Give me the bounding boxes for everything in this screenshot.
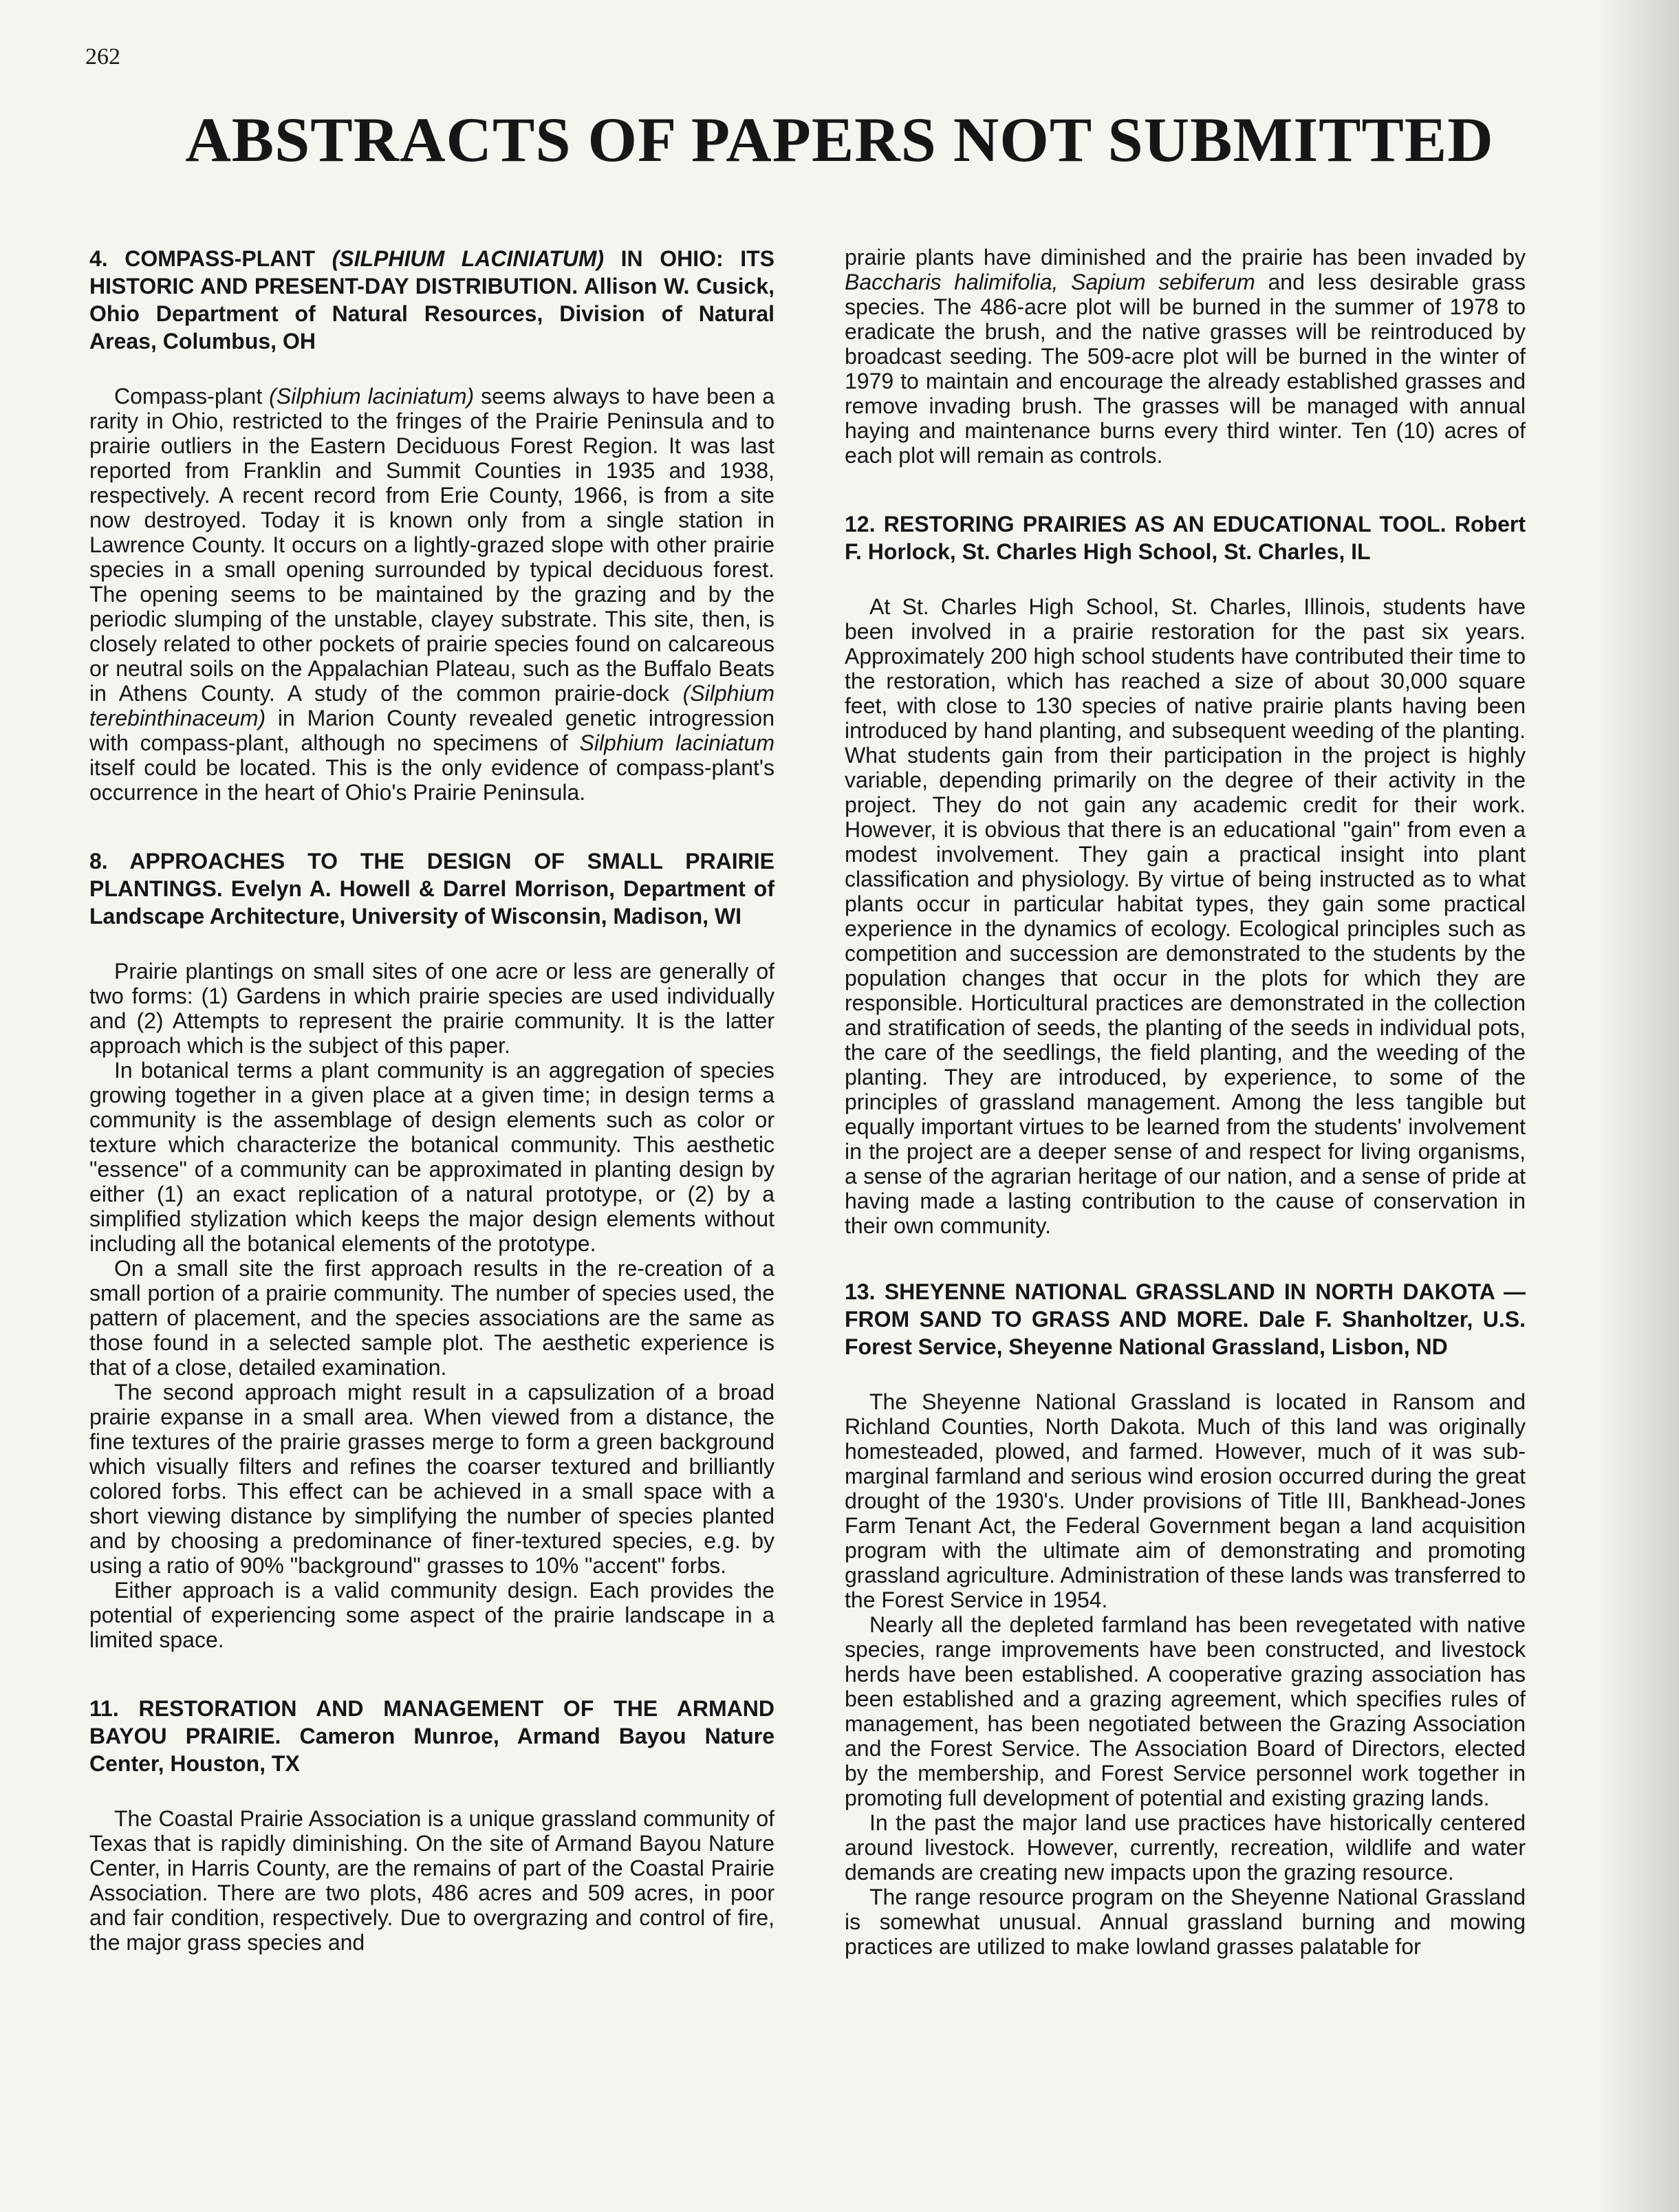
page-number: 262	[85, 44, 120, 69]
abstract-11-cont-species: Baccharis halimifolia, Sapium sebiferum	[845, 270, 1255, 294]
abstract-11-paragraph-1: The Coastal Prairie Association is a unique grassland community of Texas that is rapidly diminishing. On the site of Armand Bayou Nature Center, in Harris County, are the remains of part of the Coastal Prairie Association. There are two plots, 486 acres and 509 acres, in poor and fair condition, respectively. Due to overgrazing and control of fire, the major grass species and	[89, 1806, 774, 1955]
abstract-8-paragraph-4: The second approach might result in a capsulization of a broad prairie expanse in a small area. When viewed from a distance, the fine textures of the prairie grasses merge to form a green background which visually filters and refines the coarser textured and brilliantly colored forbs. This effect can be achieved in a small space with a short viewing distance by simplifying the number of species planted and by choosing a predominance of finer-textured species, e.g. by using a ratio of 90% "background" grasses to 10% "accent" forbs.	[89, 1380, 774, 1578]
abstract-11-cont-text-1: prairie plants have diminished and the prairie has been invaded by	[845, 245, 1526, 270]
page-title: ABSTRACTS OF PAPERS NOT SUBMITTED	[185, 105, 1494, 175]
abstract-13-paragraph-2: Nearly all the depleted farmland has been revegetated with native species, range improvements have been constructed, and livestock herds have been established. A cooperative grazing association has been established and a grazing agreement, which specifies rules of management, has been negotiated between the Grazing Association and the Forest Service. The Association Board of Directors, elected by the membership, and Forest Service personnel work together in promoting full development of potential and existing grazing lands.	[845, 1612, 1526, 1810]
abstract-4-heading	[89, 245, 774, 355]
abstract-11-heading: 11. RESTORATION AND MANAGEMENT OF THE ARMAND BAYOU PRAIRIE. Cameron Munroe, Armand Bayou Nature Center, Houston, TX	[89, 1696, 774, 1776]
section-gap	[845, 1238, 1526, 1278]
abstract-8	[89, 847, 774, 1652]
abstract-12	[845, 510, 1526, 1238]
abstract-4-species-3: Silphium laciniatum	[579, 730, 775, 755]
section-gap	[845, 468, 1526, 510]
abstract-4-species-2: (Silphium terebinthinaceum)	[89, 681, 774, 730]
abstract-13	[845, 1278, 1526, 1959]
abstract-8-heading: 8. APPROACHES TO THE DESIGN OF SMALL PRAIRIE PLANTINGS. Evelyn A. Howell & Darrel Morrison, Department of Landscape Architecture, University of Wisconsin, Madison, WI	[89, 849, 774, 929]
abstract-4-text-2: seems always to have been a rarity in Ohio, restricted to the fringes of the Prairie Peninsula and to prairie outliers in the Eastern Deciduous Forest Region. It was last reported from Franklin and Summit Counties in 1935 and 1938, respectively. A recent record from Erie County, 1966, is from a site now destroyed. Today it is known only from a single station in Lawrence County. It occurs on a lightly-grazed slope with other prairie species in a small opening surrounded by typical deciduous forest. The opening seems to be maintained by the grazing and by the periodic slumping of the unstable, clayey substrate. This site, then, is closely related to other pockets of prairie species found on calcareous or neutral soils on the Appalachian Plateau, such as the Buffalo Beats in Athens County. A study of the common prairie-dock	[89, 384, 775, 706]
abstract-11-paragraph-1-continued	[845, 245, 1526, 468]
abstract-8-paragraph-2: In botanical terms a plant community is an aggregation of species growing together in a given place at a given time; in design terms a community is the assemblage of design elements such as color or texture which characterize the botanical community. This aesthetic "essence" of a community can be approximated in planting design by either (1) an exact replication of a natural prototype, or (2) by a simplified stylization which keeps the major design elements without including all the botanical elements of the prototype.	[89, 1058, 774, 1256]
abstract-11-cont-text-2: and less desirable grass species. The 486-acre plot will be burned in the summer of 1978 to eradicate the brush, and the native grasses will be reintroduced by broadcast seeding. The 509-acre plot will be burned in the winter of 1979 to maintain and encourage the already established grasses and remove invading brush. The grasses will be managed with annual haying and maintenance burns every third winter. Ten (10) acres of each plot will remain as controls.	[845, 270, 1526, 468]
abstract-12-heading: 12. RESTORING PRAIRIES AS AN EDUCATIONAL TOOL. Robert F. Horlock, St. Charles High School, St. Charles, IL	[845, 512, 1526, 564]
abstract-4-species-1: (Silphium laciniatum)	[269, 384, 475, 409]
abstract-4-text-1: Compass-plant	[114, 384, 270, 409]
abstract-13-heading: 13. SHEYENNE NATIONAL GRASSLAND IN NORTH DAKOTA — FROM SAND TO GRASS AND MORE. Dale F. Shanholtzer, U.S. Forest Service, Sheyenne National Grassland, Lisbon, ND	[845, 1279, 1526, 1359]
abstract-11	[89, 1695, 774, 1955]
abstract-8-paragraph-5: Either approach is a valid community design. Each provides the potential of experiencing some aspect of the prairie landscape in a limited space.	[89, 1578, 774, 1652]
abstract-4	[89, 245, 774, 805]
page-edge-shadow	[1596, 0, 1679, 2212]
section-gap	[89, 1652, 774, 1695]
abstract-8-paragraph-3: On a small site the first approach results in the re-creation of a small portion of a prairie community. The number of species used, the pattern of placement, and the species associations are the same as those found in a selected sample plot. The aesthetic experience is that of a close, detailed examination.	[89, 1256, 774, 1380]
abstract-4-heading-italic: (SILPHIUM LACINIATUM)	[332, 246, 605, 271]
right-column	[845, 245, 1526, 1959]
abstract-4-heading-pre: 4. COMPASS-PLANT	[89, 246, 332, 271]
abstract-4-text-3: in Marion County revealed genetic introgression with compass-plant, although no specimens of	[89, 706, 774, 755]
abstract-13-paragraph-4: The range resource program on the Sheyenne National Grassland is somewhat unusual. Annual grassland burning and mowing practices are utilized to make lowland grasses palatable for	[845, 1885, 1526, 1959]
abstract-13-paragraph-1: The Sheyenne National Grassland is located in Ransom and Richland Counties, North Dakota. Much of this land was originally homesteaded, plowed, and farmed. However, much of it was sub-marginal farmland and serious wind erosion occurred during the great drought of the 1930's. Under provisions of Title III, Bankhead-Jones Farm Tenant Act, the Federal Government began a land acquisition program with the ultimate aim of demonstrating and promoting grassland agriculture. Administration of these lands was transferred to the Forest Service in 1954.	[845, 1389, 1526, 1612]
left-column	[89, 245, 774, 1955]
abstract-4-paragraph-1	[89, 384, 774, 805]
abstract-4-text-4: itself could be located. This is the only evidence of compass-plant's occurrence in the heart of Ohio's Prairie Peninsula.	[89, 755, 774, 805]
abstract-12-paragraph-1: At St. Charles High School, St. Charles, Illinois, students have been involved in a prairie restoration for the past six years. Approximately 200 high school students have contributed their time to the restoration, which has reached a size of about 30,000 square feet, with close to 130 species of native prairie plants having been introduced by hand planting, and subsequent weeding of the planting. What students gain from their participation in the project is highly variable, depending primarily on the degree of their activity in the project. They do not gain any academic credit for their work. However, it is obvious that there is an educational "gain" from even a modest involvement. They gain a practical insight into plant classification and physiology. By virtue of being instructed as to what plants occur in particular habitat types, they gain some practical experience in the dynamics of ecology. Ecological principles such as competition and succession are demonstrated to the students by the population changes that occur in the plots for which they are responsible. Horticultural practices are demonstrated in the collection and stratification of seeds, the planting of the seeds in individual pots, the care of the seedlings, the field planting, and the weeding of the planting. They are introduced, by experience, to some of the principles of grassland management. Among the less tangible but equally important virtues to be learned from the students' involvement in the project are a deeper sense of and respect for living organisms, a sense of the agrarian heritage of our nation, and a sense of pride at having made a lasting contribution to the cause of conservation in their own community.	[845, 594, 1526, 1238]
abstract-8-paragraph-1: Prairie plantings on small sites of one acre or less are generally of two forms: (1) Gardens in which prairie species are used individually and (2) Attempts to represent the prairie community. It is the latter approach which is the subject of this paper.	[89, 959, 774, 1058]
abstract-13-paragraph-3: In the past the major land use practices have historically centered around livestock. However, currently, recreation, wildlife and water demands are creating new impacts upon the grazing resource.	[845, 1810, 1526, 1885]
section-gap	[89, 805, 774, 847]
abstract-4-heading-post: IN OHIO: ITS HISTORIC AND PRESENT-DAY DISTRIBUTION. Allison W. Cusick, Ohio Department of Natural Resources, Division of Natural Areas, Columbus, OH	[89, 246, 775, 354]
